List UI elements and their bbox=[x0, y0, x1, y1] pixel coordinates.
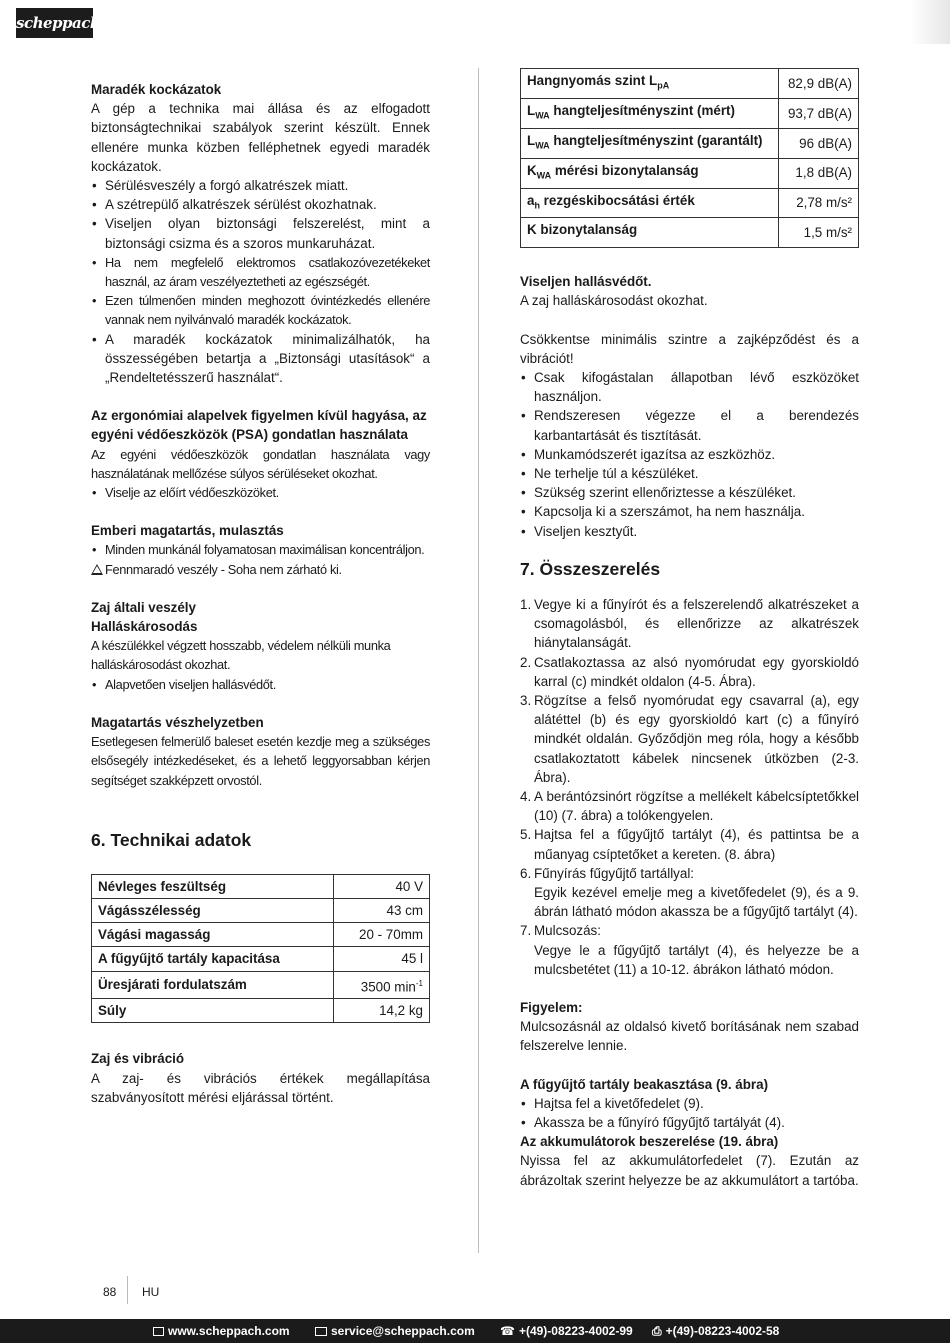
residual-risks-title: Maradék kockázatok bbox=[91, 82, 222, 97]
step-text: Mulcsozás: bbox=[534, 923, 601, 939]
list-item: • Csak kifogástalan állapotban lévő eszközöket használjon. bbox=[520, 368, 859, 406]
table-row bbox=[521, 69, 859, 99]
label-subscript: h bbox=[534, 200, 540, 211]
table-cell-label: Súly bbox=[92, 999, 334, 1023]
table-row bbox=[92, 971, 430, 999]
step-text: Vegye ki a fűnyírót és a felszerelendő alkatrészeket a csomagolásból, és ellenőrizze az alkatrészek hiánytalanságát. bbox=[534, 596, 859, 651]
behavior-list bbox=[91, 540, 430, 559]
table-cell-value: 14,2 kg bbox=[334, 999, 430, 1023]
label-text: a bbox=[527, 192, 535, 208]
mail-icon bbox=[315, 1327, 327, 1336]
monitor-icon bbox=[153, 1327, 164, 1336]
table-cell-value: 93,7 dB(A) bbox=[779, 98, 859, 128]
residual-risks-intro: A gép a technika mai állása és az elfogadott biztonságtechnikai szabályok szerint készült. Ennek ellenére munka közben felléphetnek egyedi maradék kockázatok. bbox=[91, 101, 430, 174]
list-item: • Szükség szerint ellenőriztesse a készüléket. bbox=[520, 483, 859, 502]
table-cell-value bbox=[334, 971, 430, 999]
table-cell-label: Vágási magasság bbox=[92, 923, 334, 947]
hang-bag-list bbox=[520, 1094, 859, 1132]
list-item: • Viselje az előírt védőeszközöket. bbox=[91, 483, 430, 502]
noise-list bbox=[91, 675, 430, 694]
fax-icon: ⎙ bbox=[652, 1324, 662, 1338]
list-item: • Rendszeresen végezze el a berendezés karbantartását és tisztítását. bbox=[520, 406, 859, 444]
table-cell-label: Üresjárati fordulatszám bbox=[92, 971, 334, 999]
list-item bbox=[520, 595, 859, 653]
left-column bbox=[91, 80, 430, 1107]
footer-phone bbox=[500, 1321, 633, 1341]
label-text: L bbox=[527, 132, 536, 148]
page-number-divider bbox=[127, 1276, 128, 1304]
assembly-heading: 7. Összeszerelés bbox=[520, 558, 661, 579]
table-row bbox=[92, 874, 430, 898]
label-rest: rezgéskibocsátási érték bbox=[539, 192, 695, 208]
attention-text: Mulcsozásnál az oldalsó kivető borításának nem szabad felszerelve lennie. bbox=[520, 1019, 859, 1054]
label-subscript: WA bbox=[535, 140, 550, 151]
table-cell-label: A fűgyűjtő tartály kapacitása bbox=[92, 947, 334, 971]
behavior-title: Emberi magatartás, mulasztás bbox=[91, 523, 284, 539]
list-item bbox=[520, 787, 859, 825]
page-number: 88 bbox=[103, 1285, 117, 1299]
warning-text: Fennmaradó veszély - Soha nem zárható ki. bbox=[105, 561, 342, 577]
table-row bbox=[92, 999, 430, 1023]
table-cell-label: Névleges feszültség bbox=[92, 874, 334, 898]
ergonomics-title: Az ergonómiai alapelvek figyelmen kívül hagyása, az egyéni védőeszközök (PSA) gondatlan használata bbox=[91, 408, 427, 443]
table-cell-value: 82,9 dB(A) bbox=[779, 69, 859, 99]
label-text: K bizonytalanság bbox=[527, 222, 638, 238]
step-subtext: Egyik kezével emelje meg a kivetőfedelet (9), és a 9. ábrán látható módon akassza be a fűgyűjtő tartályt (4). bbox=[534, 884, 859, 920]
column-divider bbox=[478, 68, 479, 1253]
table-row bbox=[521, 98, 859, 128]
label-rest: hangteljesítményszint (garantált) bbox=[549, 132, 763, 148]
label-rest: hangteljesítményszint (mért) bbox=[549, 102, 735, 118]
label-text: K bbox=[527, 162, 537, 178]
minimize-noise-list bbox=[520, 368, 859, 541]
phone-icon: ☎ bbox=[500, 1324, 515, 1338]
table-row bbox=[92, 923, 430, 947]
step-number: 3. bbox=[520, 692, 532, 708]
phone-text: +(49)-08223-4002-99 bbox=[518, 1324, 633, 1338]
step-number: 2. bbox=[520, 654, 532, 670]
hearing-protection-text: A zaj halláskárosodást okozhat. bbox=[520, 293, 708, 309]
list-item: • Minden munkánál folyamatosan maximálisan koncentráljon. bbox=[91, 540, 430, 559]
table-cell-value: 45 l bbox=[334, 947, 430, 971]
residual-risks-list bbox=[91, 176, 430, 387]
list-item: • Ne terhelje túl a készüléket. bbox=[520, 464, 859, 483]
table-row bbox=[521, 218, 859, 248]
value-text: 3500 min bbox=[360, 978, 416, 994]
label-subscript: WA bbox=[535, 110, 550, 121]
label-text: Hangnyomás szint L bbox=[527, 73, 658, 88]
step-number: 1. bbox=[520, 596, 532, 612]
label-rest: mérési bizonytalanság bbox=[551, 162, 699, 178]
step-subtext: Vegye le a fűgyűjtő tartályt (4), és helyezze be a mulcsbetétet (11) a 10-12. ábrákon látható módon. bbox=[534, 942, 859, 977]
table-cell-value: 20 - 70mm bbox=[334, 923, 430, 947]
list-item bbox=[520, 825, 859, 863]
table-cell-label: Vágásszélesség bbox=[92, 898, 334, 922]
minimize-noise-text: Csökkentse minimális szintre a zajképződést és a vibrációt! bbox=[520, 331, 859, 366]
table-row bbox=[521, 158, 859, 188]
hang-bag-title: A fűgyűjtő tartály beakasztása (9. ábra) bbox=[520, 1076, 769, 1092]
scheppach-logo: scheppach bbox=[16, 8, 93, 38]
label-subscript: WA bbox=[536, 170, 552, 181]
noise-vibration-text: A zaj- és vibrációs értékek megállapítása szabványosított mérési eljárással történt. bbox=[91, 1070, 430, 1105]
list-item: • Ha nem megfelelő elektromos csatlakozóvezetékeket használ, az áram veszélyeztetheti az egészségét. bbox=[91, 253, 430, 291]
table-cell-label bbox=[521, 69, 779, 99]
footer-web[interactable] bbox=[153, 1321, 290, 1341]
table-cell-label bbox=[521, 218, 779, 248]
footer-bar bbox=[0, 1319, 950, 1343]
table-cell-value: 96 dB(A) bbox=[779, 128, 859, 158]
table-row bbox=[521, 128, 859, 158]
table-cell-value: 40 V bbox=[334, 874, 430, 898]
table-cell-value: 1,8 dB(A) bbox=[779, 158, 859, 188]
list-item: • A maradék kockázatok minimalizálhatók, ha összességében betartja a „Biztonsági utasítások“ a „Rendeltetésszerű használat“. bbox=[91, 330, 430, 388]
label-subscript: pA bbox=[657, 80, 670, 91]
table-cell-label bbox=[521, 158, 779, 188]
list-item: • Viseljen olyan biztonsági felszerelést, mint a biztonsági csizma és a szoros munkaruházat. bbox=[91, 214, 430, 252]
value-superscript: -1 bbox=[415, 978, 423, 988]
assembly-steps bbox=[520, 595, 859, 979]
list-item bbox=[520, 691, 859, 787]
list-item bbox=[520, 653, 859, 691]
attention-title: Figyelem: bbox=[520, 999, 583, 1015]
emergency-title: Magatartás vészhelyzetben bbox=[91, 714, 264, 730]
sound-values-table bbox=[520, 68, 859, 248]
battery-title: Az akkumulátorok beszerelése (19. ábra) bbox=[520, 1134, 779, 1150]
step-number: 5. bbox=[520, 827, 532, 843]
list-item: • Munkamódszerét igazítsa az eszközhöz. bbox=[520, 445, 859, 464]
list-item: • Viseljen kesztyűt. bbox=[520, 522, 859, 541]
step-text: Fűnyírás fűgyűjtő tartállyal: bbox=[534, 865, 695, 881]
step-text: Rögzítse a felső nyomórudat egy csavarral (a), egy alátéttel (b) és egy gyorskioldó kart (c) a fűnyíró mindkét oldalán. Győződjön meg róla, hogy a később csatlakoztatott kábelek nincsenek útközben (2-3. Ábra). bbox=[534, 692, 859, 785]
table-cell-value: 1,5 m/s² bbox=[779, 218, 859, 248]
table-cell-label bbox=[521, 188, 779, 218]
hearing-damage-title: Halláskárosodás bbox=[91, 619, 198, 635]
warning-triangle-icon bbox=[91, 564, 103, 575]
list-item: • Hajtsa fel a kivetőfedelet (9). bbox=[520, 1094, 859, 1113]
list-item: • Kapcsolja ki a szerszámot, ha nem használja. bbox=[520, 502, 859, 521]
noise-title: Zaj általi veszély bbox=[91, 599, 196, 615]
table-cell-value: 2,78 m/s² bbox=[779, 188, 859, 218]
ergonomics-text: Az egyéni védőeszközök gondatlan használata vagy használatának mellőzése súlyos sérüléseket okozhat. bbox=[91, 446, 430, 481]
list-item: • Alapvetően viseljen hallásvédőt. bbox=[91, 675, 430, 694]
battery-text: Nyissa fel az akkumulátorfedelet (7). Ezután az ábrázoltak szerint helyezze be az akkumulátort a tartóba. bbox=[520, 1153, 859, 1188]
emergency-text: Esetlegesen felmerülő baleset esetén kezdje meg a szükséges elsősegély intézkedéseket, és a lehető leggyorsabban kérjen segítséget szakképzett orvostól. bbox=[91, 734, 430, 788]
table-cell-label bbox=[521, 128, 779, 158]
list-item: • Akassza be a fűnyíró fűgyűjtő tartályát (4). bbox=[520, 1113, 859, 1132]
step-number: 6. bbox=[520, 865, 532, 881]
email-text: service@scheppach.com bbox=[331, 1324, 475, 1338]
right-column bbox=[520, 68, 859, 1190]
table-row bbox=[92, 947, 430, 971]
list-item: • A szétrepülő alkatrészek sérülést okozhatnak. bbox=[91, 195, 430, 214]
ergonomics-list bbox=[91, 483, 430, 502]
step-text: Csatlakoztassa az alsó nyomórudat egy gyorskioldó karral (c) mindkét oldalon (4-5. Ábra). bbox=[534, 654, 859, 689]
noise-text: A készülékkel végzett hosszabb, védelem nélküli munka halláskárosodást okozhat. bbox=[91, 638, 391, 673]
table-cell-value: 43 cm bbox=[334, 898, 430, 922]
table-row bbox=[92, 898, 430, 922]
residual-danger-warning bbox=[91, 560, 430, 579]
list-item bbox=[520, 864, 859, 922]
label-text: L bbox=[527, 102, 536, 118]
footer-fax bbox=[652, 1321, 779, 1341]
language-code: HU bbox=[142, 1285, 160, 1299]
step-text: Hajtsa fel a fűgyűjtő tartályt (4), és pattintsa be a műanyag csíptetőket a kereten. (8. ábra) bbox=[534, 827, 859, 862]
corner-decoration bbox=[910, 0, 950, 44]
step-number: 4. bbox=[520, 788, 532, 804]
noise-vibration-title: Zaj és vibráció bbox=[91, 1051, 185, 1067]
step-number: 7. bbox=[520, 923, 532, 939]
hearing-protection-title: Viseljen hallásvédőt. bbox=[520, 274, 652, 290]
top-bar bbox=[0, 0, 950, 44]
list-item bbox=[520, 921, 859, 979]
table-row bbox=[521, 188, 859, 218]
list-item: • Ezen túlmenően minden meghozott óvintézkedés ellenére vannak nem nyilvánvaló maradék kockázatok. bbox=[91, 291, 430, 329]
list-item: • Sérülésveszély a forgó alkatrészek miatt. bbox=[91, 176, 430, 195]
step-text: A berántózsinórt rögzítse a mellékelt kábelcsíptetőkkel (10) (7. ábra) a tolókengyelen. bbox=[534, 788, 859, 824]
table-cell-label bbox=[521, 98, 779, 128]
footer-email[interactable] bbox=[315, 1321, 475, 1341]
tech-data-table bbox=[91, 874, 430, 1024]
tech-data-heading: 6. Technikai adatok bbox=[91, 829, 252, 850]
fax-text: +(49)-08223-4002-58 bbox=[665, 1324, 780, 1338]
web-text: www.scheppach.com bbox=[168, 1324, 290, 1338]
